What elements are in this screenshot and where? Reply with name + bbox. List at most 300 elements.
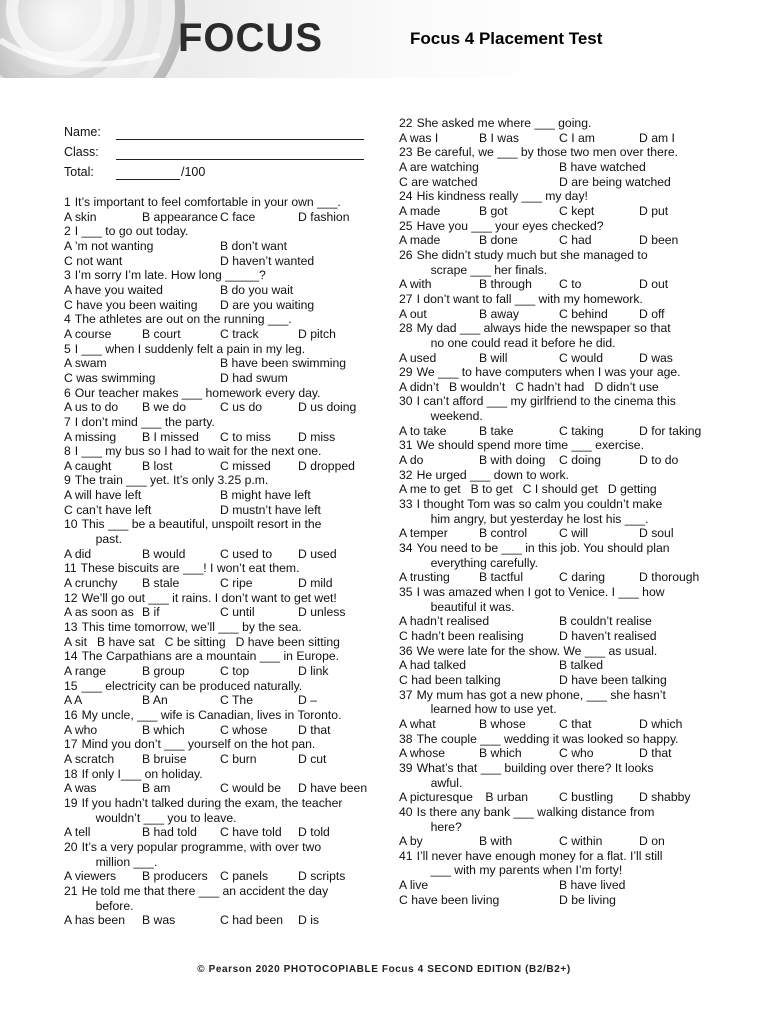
answer-option[interactable]: B I missed <box>142 429 199 444</box>
question-stem <box>399 219 719 234</box>
answer-options <box>64 430 376 445</box>
question-stem <box>399 145 719 160</box>
answer-option[interactable]: B have lived <box>559 878 626 893</box>
answer-options <box>399 526 719 541</box>
answer-option[interactable]: A sit <box>64 634 88 649</box>
answer-option[interactable]: D mustn’t have left <box>220 502 321 517</box>
answer-option[interactable]: C panels <box>220 869 269 884</box>
answer-option[interactable]: A skin <box>64 209 97 224</box>
answer-option[interactable]: D cut <box>298 751 327 766</box>
answer-option[interactable]: C used to <box>220 546 273 561</box>
answer-option[interactable]: B producers <box>142 869 208 884</box>
question-text-line: I’ll never have enough money for a flat. I’ll still <box>416 848 663 863</box>
answer-options <box>399 570 719 585</box>
answer-option[interactable]: D put <box>639 203 669 218</box>
total-field[interactable] <box>116 167 180 180</box>
answer-option[interactable]: D – <box>298 693 317 708</box>
question-number: 26 <box>399 247 413 262</box>
answer-option[interactable]: D that <box>639 746 672 761</box>
question-text-line: We should spend more time ___ exercise. <box>416 438 644 453</box>
answer-option[interactable]: C that <box>559 716 592 731</box>
question-item <box>399 189 719 218</box>
answer-option[interactable]: A whose <box>399 746 446 761</box>
answer-option[interactable]: D haven’t realised <box>559 628 657 643</box>
answer-option[interactable]: C hadn’t been realising <box>399 628 524 643</box>
answer-option[interactable]: A used <box>399 350 437 365</box>
question-text-continuation: awful. <box>430 775 463 790</box>
answer-option[interactable]: C within <box>559 834 603 849</box>
question-stem <box>64 620 376 635</box>
answer-option[interactable]: D that <box>298 722 331 737</box>
question-text <box>417 189 719 204</box>
answer-option[interactable]: D have been talking <box>559 672 667 687</box>
answer-option[interactable]: D unless <box>298 605 346 620</box>
question-text <box>82 517 376 546</box>
answer-option[interactable]: A was <box>64 781 97 796</box>
answer-option[interactable]: B would <box>142 546 186 561</box>
question-stem <box>399 688 719 717</box>
answer-option[interactable]: A picturesque <box>399 790 473 805</box>
answer-options <box>399 658 719 687</box>
answer-option[interactable]: D am I <box>639 130 675 145</box>
answer-option[interactable]: A what <box>399 716 436 731</box>
question-text <box>75 195 376 210</box>
question-text-line: She didn’t study much but she managed to <box>416 247 648 262</box>
question-text-line: If you hadn’t talked during the exam, the teacher <box>81 795 343 810</box>
answer-option[interactable]: D have been <box>298 781 368 796</box>
answer-option[interactable]: A viewers <box>64 869 117 884</box>
answer-option[interactable]: B couldn’t realise <box>559 614 652 629</box>
answer-option[interactable]: C kept <box>559 203 595 218</box>
answer-option[interactable]: D had swum <box>220 370 288 385</box>
answer-option[interactable]: C had <box>559 233 592 248</box>
answer-option[interactable]: A trusting <box>399 570 450 585</box>
answer-option[interactable]: B appearance <box>142 209 218 224</box>
question-text-line: The train ___ yet. It’s only 3.25 p.m. <box>74 473 269 488</box>
question-text <box>82 591 376 606</box>
answer-option[interactable]: A missing <box>64 429 117 444</box>
answer-option[interactable]: B am <box>142 781 171 796</box>
answer-option[interactable]: D for taking <box>639 423 702 438</box>
answer-option[interactable]: C who <box>559 746 594 761</box>
answer-option[interactable]: A me to get <box>399 482 461 497</box>
answer-option[interactable]: D mild <box>298 576 333 591</box>
question-text-continuation: past. <box>95 532 122 547</box>
answer-option[interactable]: B have been swimming <box>220 356 346 371</box>
question-text-continuation: weekend. <box>430 409 483 424</box>
answer-option[interactable]: C until <box>220 605 255 620</box>
answer-option[interactable]: A will have left <box>64 488 142 503</box>
question-text-line: Be careful, we ___ by those two men over there. <box>416 145 679 160</box>
answer-option[interactable]: C daring <box>559 570 606 585</box>
question-stem <box>399 365 719 380</box>
question-item <box>399 805 719 849</box>
question-text-line: This ___ be a beautiful, unspoilt resort in the <box>81 517 322 532</box>
total-label: Total: <box>64 165 94 180</box>
answer-options <box>64 605 376 620</box>
answer-option[interactable]: A out <box>399 306 427 321</box>
answer-option[interactable]: A had talked <box>399 658 467 673</box>
question-stem <box>64 386 376 401</box>
answer-option[interactable]: D soul <box>639 526 674 541</box>
answer-option[interactable]: D which <box>639 716 683 731</box>
answer-option[interactable]: D on <box>639 834 665 849</box>
answer-option[interactable]: B through <box>479 277 532 292</box>
question-text <box>417 394 719 423</box>
question-stem <box>64 840 376 869</box>
answer-option[interactable]: B we do <box>142 400 187 415</box>
answer-option[interactable]: B with doing <box>479 453 546 468</box>
answer-option[interactable]: C are watched <box>399 174 478 189</box>
answer-option[interactable]: D to do <box>639 453 679 468</box>
answer-option[interactable]: C doing <box>559 453 602 468</box>
answer-option[interactable]: C can’t have left <box>64 502 152 517</box>
answer-option[interactable]: D out <box>639 277 669 292</box>
question-item <box>64 386 376 415</box>
answer-option[interactable]: C face <box>220 209 256 224</box>
answer-option[interactable]: C The <box>220 693 253 708</box>
answer-option[interactable]: A who <box>64 722 98 737</box>
answer-option[interactable]: A by <box>399 834 423 849</box>
answer-options <box>399 717 719 732</box>
question-text <box>417 849 719 878</box>
question-text <box>75 444 376 459</box>
answer-option[interactable]: C top <box>220 664 250 678</box>
answer-option[interactable]: B control <box>479 526 528 541</box>
answer-options <box>64 693 376 708</box>
question-text-line: My dad ___ always hide the newspaper so that <box>416 321 671 336</box>
answer-option[interactable]: C be sitting <box>164 634 226 649</box>
answer-option[interactable]: A ’m not wanting <box>64 238 154 253</box>
question-stem <box>64 342 376 357</box>
answer-option[interactable]: B lost <box>142 458 173 473</box>
answer-option[interactable]: D dropped <box>298 458 355 473</box>
answer-option[interactable]: A crunchy <box>64 576 118 591</box>
answer-option[interactable]: C to miss <box>220 429 271 444</box>
answer-options <box>399 746 719 761</box>
question-number: 19 <box>64 795 78 810</box>
answer-option[interactable]: A scratch <box>64 751 115 766</box>
answer-option[interactable]: B if <box>142 605 160 620</box>
answer-options <box>399 204 719 219</box>
question-item <box>399 438 719 467</box>
answer-option[interactable]: D off <box>639 306 665 321</box>
question-stem <box>399 644 719 659</box>
answer-option[interactable]: D scripts <box>298 869 346 884</box>
answer-option[interactable]: A do <box>399 453 424 468</box>
answer-option[interactable]: A live <box>399 878 429 893</box>
question-text-line: Have you ___ your eyes checked? <box>416 218 604 233</box>
answer-options <box>64 825 376 840</box>
question-number: 39 <box>399 760 413 775</box>
question-stem <box>399 585 719 614</box>
question-item <box>64 884 376 928</box>
question-number: 34 <box>399 541 413 556</box>
question-text-line: He urged ___ down to work. <box>416 467 569 482</box>
answer-options <box>399 307 719 322</box>
question-text-line: What’s that ___ building over there? It looks <box>416 760 654 775</box>
question-stem <box>64 591 376 606</box>
question-number: 27 <box>399 291 413 306</box>
question-stem <box>64 415 376 430</box>
right-column <box>399 116 719 907</box>
answer-option[interactable]: A hadn’t realised <box>399 614 490 629</box>
question-number: 36 <box>399 643 413 658</box>
answer-option[interactable]: D fashion <box>298 209 350 224</box>
answer-option[interactable]: C have you been waiting <box>64 297 198 312</box>
answer-option[interactable]: A as soon as <box>64 605 134 620</box>
answer-option[interactable]: C burn <box>220 751 257 766</box>
answer-option[interactable]: A caught <box>64 458 112 473</box>
answer-option[interactable]: C was swimming <box>64 370 156 385</box>
answer-option[interactable]: A made <box>399 233 441 248</box>
question-text-line: I ___ when I suddenly felt a pain in my leg. <box>74 341 306 356</box>
answer-option[interactable]: D be living <box>559 892 616 907</box>
answer-option[interactable]: D used <box>298 546 337 561</box>
question-text-continuation: before. <box>95 898 134 913</box>
question-text-continuation: him angry, but yesterday he lost his ___. <box>430 511 649 526</box>
question-item <box>64 620 376 649</box>
answer-option[interactable]: A has been <box>64 913 125 928</box>
question-list-right <box>399 116 719 907</box>
answer-option[interactable]: C would be <box>220 781 281 796</box>
question-text-line: The athletes are out on the running ___. <box>74 312 292 327</box>
question-number: 29 <box>399 365 413 380</box>
answer-option[interactable]: A course <box>64 326 112 341</box>
answer-option[interactable]: B urban <box>485 790 529 805</box>
answer-option[interactable]: C not want <box>64 253 123 268</box>
answer-option[interactable]: D are being watched <box>559 174 671 189</box>
answer-option[interactable]: D haven’t wanted <box>220 253 315 268</box>
answer-option[interactable]: A swam <box>64 356 107 371</box>
answer-option[interactable]: B An <box>142 693 168 708</box>
question-text <box>82 840 376 869</box>
question-text-line: It’s a very popular programme, with over two <box>81 839 322 854</box>
answer-option[interactable]: D pitch <box>298 326 336 341</box>
answer-option[interactable]: C track <box>220 326 259 341</box>
name-field[interactable] <box>116 127 364 140</box>
answer-option[interactable]: D told <box>298 825 330 840</box>
question-text-line: Our teacher makes ___ homework every day. <box>74 385 321 400</box>
question-item <box>399 248 719 292</box>
question-stem <box>64 224 376 239</box>
answer-option[interactable]: A with <box>399 277 432 292</box>
question-text <box>417 219 719 234</box>
answer-option[interactable]: A temper <box>399 526 448 541</box>
answer-option[interactable]: A made <box>399 203 441 218</box>
answer-option[interactable]: B I was <box>479 130 519 145</box>
answer-option[interactable]: D shabby <box>638 790 691 805</box>
answer-option[interactable]: B tactful <box>479 570 524 585</box>
question-number: 16 <box>64 707 78 722</box>
question-item <box>399 732 719 761</box>
question-number: 6 <box>64 385 71 400</box>
question-stem <box>399 541 719 570</box>
answer-options <box>399 277 719 292</box>
answer-option[interactable]: D thorough <box>639 570 700 585</box>
question-stem <box>399 497 719 526</box>
answer-option[interactable]: C bustling <box>558 790 614 805</box>
answer-option[interactable]: D link <box>298 664 329 678</box>
answer-options <box>399 131 719 146</box>
answer-option[interactable]: D have been sitting <box>235 634 340 649</box>
answer-option[interactable]: A tell <box>64 825 91 840</box>
answer-option[interactable]: A us to do <box>64 400 119 415</box>
focus-swirl-logo <box>0 0 200 78</box>
question-text-line: It’s important to feel comfortable in your own ___. <box>74 195 341 209</box>
answer-option[interactable]: D us doing <box>298 400 357 415</box>
answer-option[interactable]: D been <box>639 233 679 248</box>
answer-option[interactable]: D is <box>298 913 319 928</box>
answer-option[interactable]: A didn’t <box>399 379 439 394</box>
question-number: 25 <box>399 218 413 233</box>
question-item <box>64 312 376 341</box>
question-stem <box>399 468 719 483</box>
answer-option[interactable]: A are watching <box>399 159 479 174</box>
answer-option[interactable]: C taking <box>559 423 604 438</box>
answer-option[interactable]: C had been <box>220 913 284 928</box>
answer-option[interactable]: B bruise <box>142 751 187 766</box>
answer-option[interactable]: B have sat <box>97 634 155 649</box>
answer-options <box>399 351 719 366</box>
answer-options <box>399 878 719 907</box>
question-text <box>417 688 719 717</box>
question-stem <box>399 394 719 423</box>
question-text <box>82 884 376 913</box>
answer-option[interactable]: B do you wait <box>220 282 294 297</box>
answer-option[interactable]: B will <box>479 350 508 365</box>
answer-option[interactable]: B stale <box>142 576 180 591</box>
class-field[interactable] <box>116 147 364 160</box>
answer-option[interactable]: B to get <box>470 482 513 497</box>
question-text <box>417 468 719 483</box>
question-text <box>82 620 376 635</box>
answer-option[interactable]: D are you waiting <box>220 297 315 312</box>
answer-option[interactable]: B talked <box>559 658 604 673</box>
answer-option[interactable]: A A <box>64 693 83 708</box>
question-text <box>82 649 376 664</box>
answer-options <box>64 781 376 796</box>
answer-option[interactable]: B got <box>479 203 508 218</box>
answer-options <box>399 834 719 849</box>
answer-option[interactable]: A did <box>64 546 92 561</box>
question-item <box>399 849 719 908</box>
question-number: 18 <box>64 766 78 781</box>
question-item <box>399 219 719 248</box>
question-number: 33 <box>399 497 413 512</box>
answer-option[interactable]: B don’t want <box>220 238 288 253</box>
answer-option[interactable]: C missed <box>220 458 271 473</box>
answer-option[interactable]: D miss <box>298 429 336 444</box>
question-item <box>64 591 376 620</box>
answer-option[interactable]: B have watched <box>559 159 646 174</box>
answer-option[interactable]: B court <box>142 326 181 341</box>
copyright-footer: © Pearson 2020 PHOTOCOPIABLE Focus 4 SECOND EDITION (B2/B2+) <box>197 964 571 975</box>
answer-option[interactable]: C have been living <box>399 892 500 907</box>
question-text <box>417 365 719 380</box>
answer-option[interactable]: B away <box>479 306 519 321</box>
answer-option[interactable]: A to take <box>399 423 447 438</box>
answer-options <box>64 283 376 312</box>
answer-option[interactable]: A was I <box>399 130 439 145</box>
answer-option[interactable]: C will <box>559 526 589 541</box>
question-number: 15 <box>64 678 78 693</box>
answer-option[interactable]: B group <box>142 664 185 678</box>
answer-option[interactable]: D didn’t use <box>594 379 659 394</box>
answer-options <box>399 790 719 805</box>
answer-option[interactable]: B take <box>479 423 514 438</box>
answer-option[interactable]: B done <box>479 233 518 248</box>
question-text-continuation: wouldn’t ___ you to leave. <box>95 810 237 825</box>
answer-option[interactable]: C I am <box>559 130 595 145</box>
question-text-line: I ___ my bus so I had to wait for the next one. <box>74 444 322 459</box>
answer-option[interactable]: C ripe <box>220 576 253 591</box>
answer-options <box>64 664 376 679</box>
question-item <box>399 688 719 732</box>
question-text <box>417 145 719 160</box>
answer-option[interactable]: B wouldn’t <box>448 379 506 394</box>
answer-option[interactable]: C had been talking <box>399 672 501 687</box>
question-stem <box>64 884 376 913</box>
answer-option[interactable]: C hadn’t had <box>515 379 585 394</box>
left-column <box>64 116 376 928</box>
question-number: 3 <box>64 268 71 283</box>
answer-option[interactable]: C have told <box>220 825 282 840</box>
question-text-line: My mum has got a new phone, ___ she hasn’t <box>416 687 666 702</box>
question-item <box>399 468 719 497</box>
answer-option[interactable]: B had told <box>142 825 197 840</box>
answer-option[interactable]: C to <box>559 277 582 292</box>
question-text-line: These biscuits are ___! I won’t eat them. <box>80 561 300 576</box>
answer-option[interactable]: D getting <box>607 482 657 497</box>
question-text-line: The Carpathians are a mountain ___ in Europe. <box>81 649 340 664</box>
question-text-continuation: beautiful it was. <box>430 599 515 614</box>
answer-option[interactable]: A have you waited <box>64 282 163 297</box>
question-item <box>399 321 719 365</box>
question-text <box>75 312 376 327</box>
answer-options <box>399 614 719 643</box>
answer-options <box>64 210 376 225</box>
question-stem <box>64 561 376 576</box>
question-item <box>399 585 719 644</box>
answer-option[interactable]: D was <box>639 350 673 365</box>
question-number: 17 <box>64 737 78 752</box>
answer-options <box>64 488 376 517</box>
question-list-left <box>64 195 376 928</box>
answer-option[interactable]: B with <box>479 834 513 849</box>
question-item <box>64 649 376 678</box>
answer-option[interactable]: C behind <box>559 306 608 321</box>
question-stem <box>64 737 376 752</box>
answer-option[interactable]: B was <box>142 913 176 928</box>
answer-option[interactable]: A range <box>64 664 107 678</box>
question-stem <box>64 679 376 694</box>
answer-option[interactable]: B might have left <box>220 488 311 503</box>
answer-option[interactable]: C whose <box>220 722 268 737</box>
question-text <box>75 342 376 357</box>
answer-option[interactable]: B which <box>479 746 522 761</box>
answer-option[interactable]: B which <box>142 722 185 737</box>
answer-option[interactable]: C would <box>559 350 604 365</box>
answer-option[interactable]: B whose <box>479 716 526 731</box>
question-text <box>417 497 719 526</box>
question-number: 24 <box>399 189 413 204</box>
brand-logo-text: FOCUS <box>178 16 323 60</box>
answer-option[interactable]: C us do <box>220 400 263 415</box>
question-item <box>64 473 376 517</box>
answer-option[interactable]: C I should get <box>522 482 598 497</box>
answer-options <box>64 356 376 385</box>
